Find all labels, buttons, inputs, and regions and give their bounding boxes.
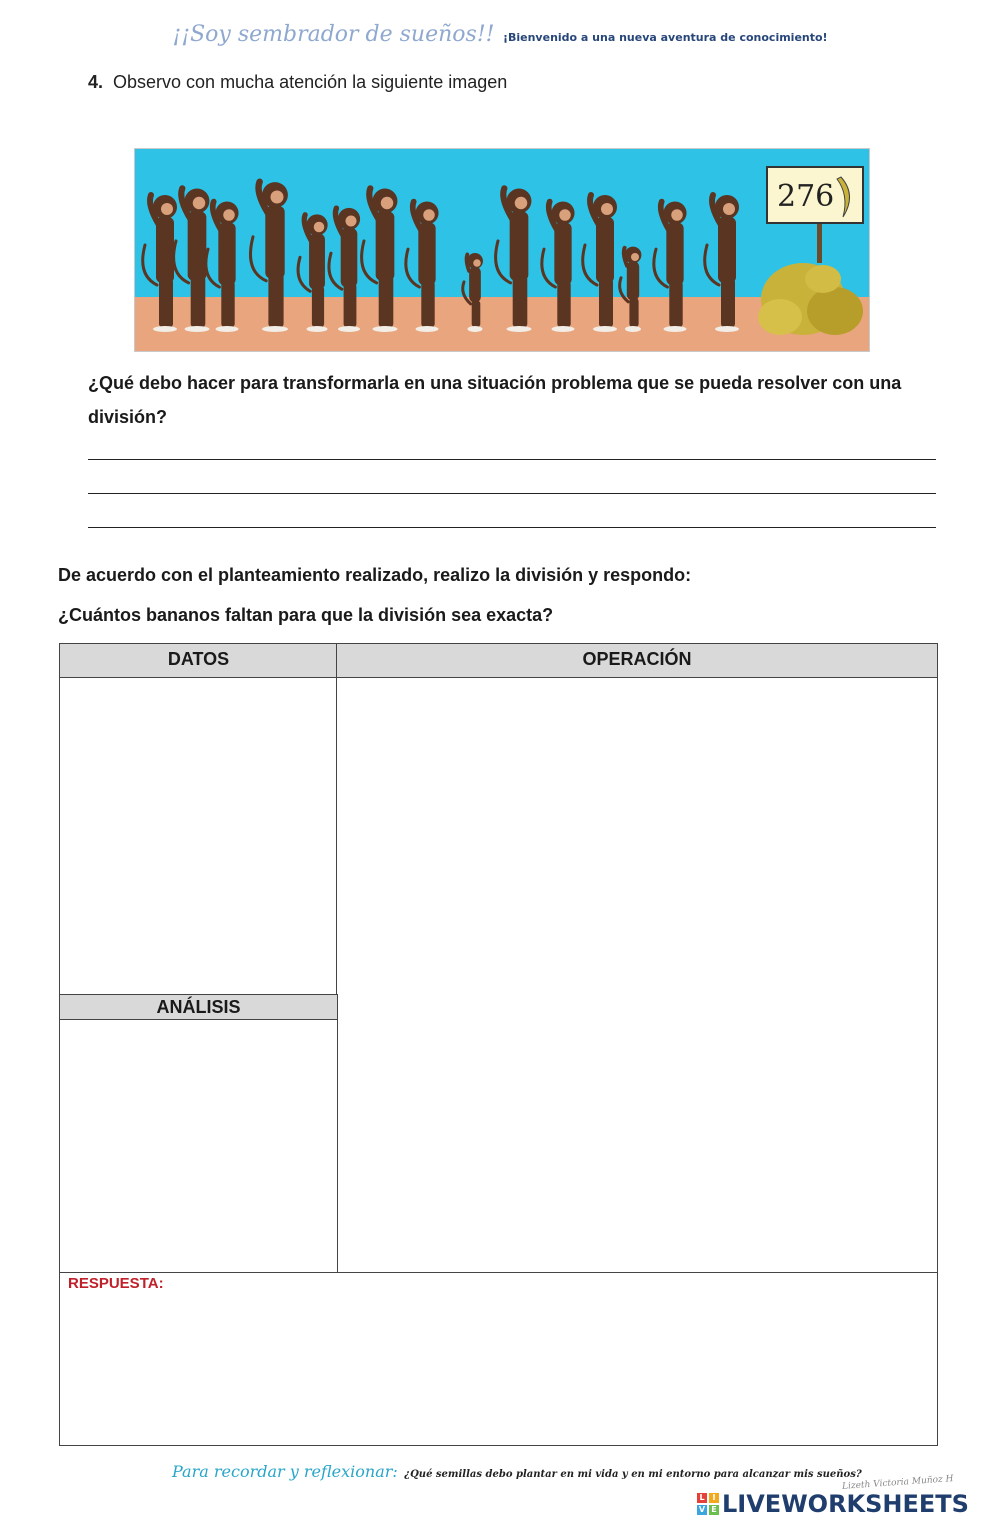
monkey-face (671, 209, 683, 221)
monkeys-scene (135, 149, 869, 351)
monkey-face (723, 203, 735, 215)
logo-square-l: L (697, 1493, 707, 1503)
monkey-face (161, 203, 173, 215)
footer-question: ¿Qué semillas debo plantar en mi vida y en mi entorno para alcanzar mis sueños? (404, 1469, 862, 1480)
monkey-face (223, 209, 235, 221)
monkey-face (601, 203, 613, 215)
monkey-legs (312, 286, 324, 327)
monkey-legs (513, 277, 528, 327)
monkey-face (631, 253, 639, 261)
header-title: ¡¡Soy sembrador de sueños!! (172, 22, 495, 47)
monkey-feet (373, 326, 398, 332)
monkey-legs (421, 281, 434, 327)
monkey-face (423, 209, 435, 221)
analisis-area[interactable] (59, 1019, 338, 1274)
signature: Lizeth Victoria Muñoz H (841, 1474, 954, 1492)
footer-main: Para recordar y reflexionar: (172, 1462, 398, 1481)
monkey-legs (472, 301, 481, 327)
footer-reflection (172, 1462, 862, 1482)
transform-question: ¿Qué debo hacer para transformarla en una situación problema que se pueda resolver con una división? (88, 373, 902, 427)
monkey-legs (268, 274, 283, 327)
monkey-legs (344, 284, 357, 327)
operacion-header: OPERACIÓN (336, 643, 938, 679)
monkey-feet (262, 326, 288, 332)
header-subtitle: ¡Bienvenido a una nueva aventura de conocimiento! (502, 31, 828, 44)
page-header (0, 22, 1000, 47)
monkey-legs (557, 281, 570, 327)
monkey-legs (599, 279, 613, 327)
monkey-body (469, 267, 481, 303)
monkey-feet (593, 326, 617, 332)
instruction-text: De acuerdo con el planteamiento realizado, realizo la división y respondo: (58, 565, 692, 585)
datos-header: DATOS (59, 643, 338, 679)
monkey-face (193, 197, 206, 210)
monkey-legs (669, 281, 682, 327)
monkey-feet (468, 326, 483, 332)
respuesta-area[interactable] (59, 1272, 938, 1446)
answer-line-1[interactable] (88, 459, 936, 460)
question-text: Observo con mucha atención la siguiente imagen (113, 72, 508, 92)
monkey-feet (338, 326, 360, 332)
monkey-face (473, 259, 481, 267)
answer-line-3[interactable] (88, 527, 936, 528)
monkey-body (627, 261, 639, 301)
monkey-feet (185, 326, 210, 332)
monkey-feet (216, 326, 239, 332)
monkey-face (559, 209, 571, 221)
logo-square-i: I (709, 1493, 719, 1503)
monkey-feet (664, 326, 687, 332)
sign-text: 276 (777, 179, 835, 214)
datos-area[interactable] (59, 677, 338, 996)
monkey-feet (625, 326, 641, 332)
monkey-face (271, 191, 284, 204)
monkey-feet (552, 326, 575, 332)
analisis-header: ANÁLISIS (59, 994, 338, 1021)
logo-square-e: E (709, 1505, 719, 1515)
monkeys-illustration (134, 148, 870, 352)
monkey-face (515, 197, 528, 210)
respuesta-label: RESPUESTA: (68, 1275, 164, 1292)
monkey-face (381, 197, 394, 210)
liveworksheets-logo[interactable] (697, 1489, 969, 1519)
monkey-legs (721, 279, 735, 327)
monkey-feet (307, 326, 328, 332)
monkey-feet (715, 326, 739, 332)
question-number: 4. (88, 72, 104, 92)
monkey-face (314, 222, 325, 233)
bananas-question: ¿Cuántos bananos faltan para que la división sea exacta? (58, 605, 554, 625)
monkey-feet (416, 326, 439, 332)
monkey-legs (629, 298, 638, 327)
monkey-legs (191, 277, 206, 327)
liveworksheets-brand: LIVEWORKSHEETS (722, 1490, 969, 1518)
question-line (88, 72, 507, 93)
monkey-legs (221, 281, 234, 327)
ground (135, 297, 869, 351)
monkey-feet (153, 326, 177, 332)
monkey-feet (507, 326, 532, 332)
logo-square-v: V (698, 1505, 706, 1514)
liveworksheets-logo-icon (697, 1493, 719, 1515)
monkey-legs (159, 279, 173, 327)
monkey-legs (379, 277, 394, 327)
operacion-area[interactable] (336, 677, 938, 1274)
monkey-face (346, 216, 357, 227)
answer-line-2[interactable] (88, 493, 936, 494)
